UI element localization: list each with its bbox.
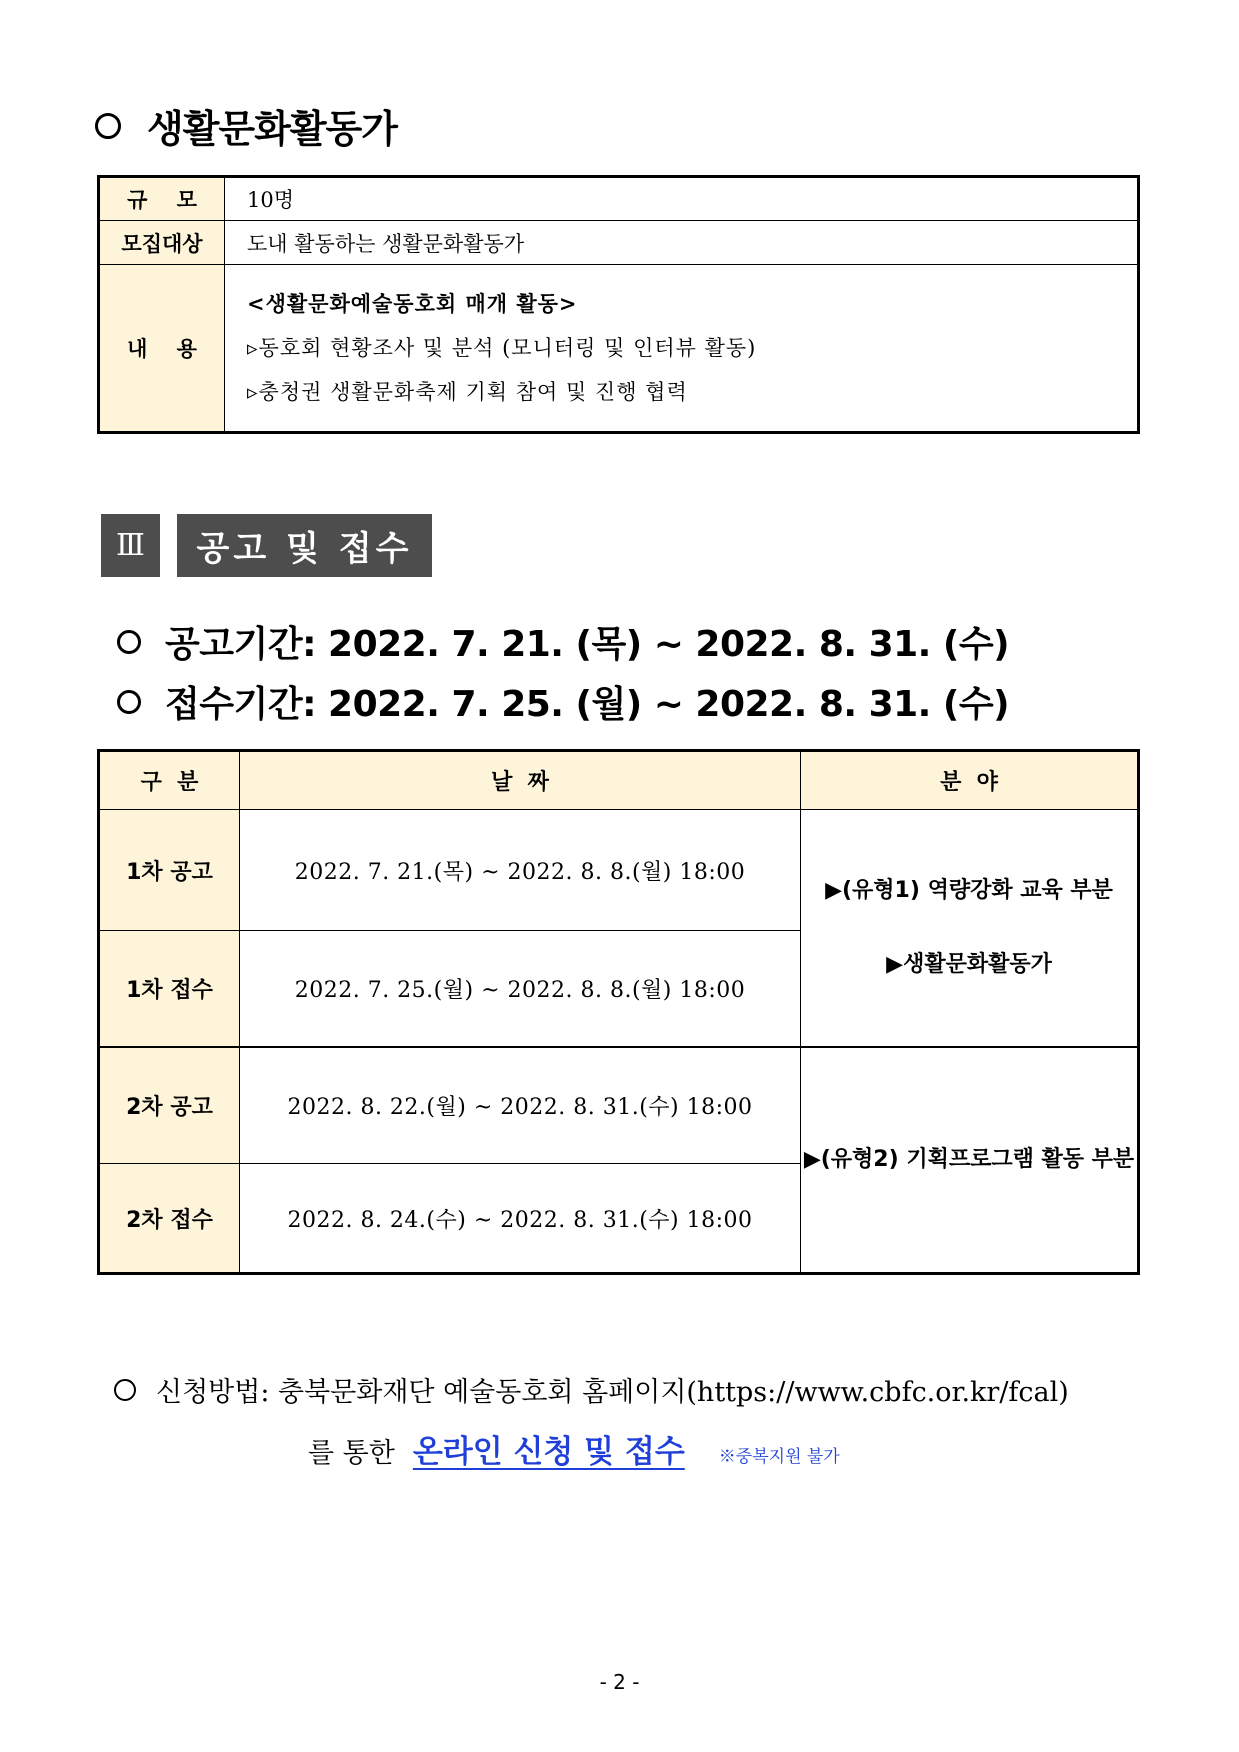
header-category: 구 분 [99, 751, 240, 810]
row-date: 2022. 7. 21.(목) ~ 2022. 8. 8.(월) 18:00 [240, 810, 801, 931]
header-field: 분 야 [801, 751, 1139, 810]
table-row [99, 1047, 1139, 1164]
field-type1-line2: ▶생활문화활동가 [886, 951, 1052, 977]
row-date: 2022. 7. 25.(월) ~ 2022. 8. 8.(월) 18:00 [240, 931, 801, 1047]
field-cell-type2: ▶(유형2) 기획프로그램 활동 부분 [801, 1047, 1139, 1274]
table-header-row [99, 751, 1139, 810]
schedule-table [97, 749, 1140, 1275]
row-label: 1차 공고 [99, 810, 240, 931]
duplicate-note: ※중복지원 불가 [718, 1447, 840, 1467]
section-number-badge: Ⅲ [101, 514, 160, 577]
table-row [99, 810, 1139, 931]
apply-prefix: 를 통한 [308, 1438, 395, 1469]
circle-bullet-icon [95, 113, 121, 139]
scale-value: 10명 [225, 177, 1139, 221]
content-subtitle: <생활문화예술동호회 매개 활동> [247, 291, 578, 316]
activist-info-table [97, 175, 1140, 434]
circle-bullet-icon [114, 1379, 136, 1401]
field-type1-line1: ▶(유형1) 역량강화 교육 부분 [825, 877, 1113, 903]
circle-bullet-icon [117, 690, 141, 714]
page-number: - 2 - [599, 1670, 640, 1694]
section-title: 생활문화활동가 [147, 107, 397, 151]
section-title-badge: 공고 및 접수 [177, 514, 432, 577]
section-heading-activist [95, 98, 397, 153]
receipt-period [117, 676, 1009, 727]
header-date: 날 짜 [240, 751, 801, 810]
target-value: 도내 활동하는 생활문화활동가 [225, 221, 1139, 265]
field-cell-type1 [801, 810, 1139, 1047]
table-row [99, 265, 1139, 433]
row-date: 2022. 8. 24.(수) ~ 2022. 8. 31.(수) 18:00 [240, 1164, 801, 1274]
circle-bullet-icon [117, 630, 141, 654]
table-row [99, 221, 1139, 265]
apply-method-cont [308, 1426, 840, 1471]
notice-period [117, 616, 1009, 667]
row-date: 2022. 8. 22.(월) ~ 2022. 8. 31.(수) 18:00 [240, 1047, 801, 1164]
content-item: ▹동호회 현황조사 및 분석 (모니터링 및 인터뷰 활동) [247, 336, 757, 360]
scale-label: 규 모 [99, 177, 225, 221]
row-label: 2차 공고 [99, 1047, 240, 1164]
target-label: 모집대상 [99, 221, 225, 265]
notice-period-text: 공고기간: 2022. 7. 21. (목) ~ 2022. 8. 31. (수) [165, 624, 1010, 665]
content-item: ▹충청권 생활문화축제 기획 참여 및 진행 협력 [247, 380, 688, 404]
content-cell [225, 265, 1139, 433]
apply-method [114, 1370, 1069, 1409]
row-label: 2차 접수 [99, 1164, 240, 1274]
table-row [99, 177, 1139, 221]
receipt-period-text: 접수기간: 2022. 7. 25. (월) ~ 2022. 8. 31. (수) [165, 684, 1010, 725]
row-label: 1차 접수 [99, 931, 240, 1047]
content-label: 내 용 [99, 265, 225, 433]
content-lines [247, 282, 1137, 414]
apply-method-text: 신청방법: 충북문화재단 예술동호회 홈페이지(https://www.cbfc.or.kr/fcal) [156, 1377, 1069, 1408]
online-apply-link[interactable]: 온라인 신청 및 접수 [412, 1434, 685, 1470]
